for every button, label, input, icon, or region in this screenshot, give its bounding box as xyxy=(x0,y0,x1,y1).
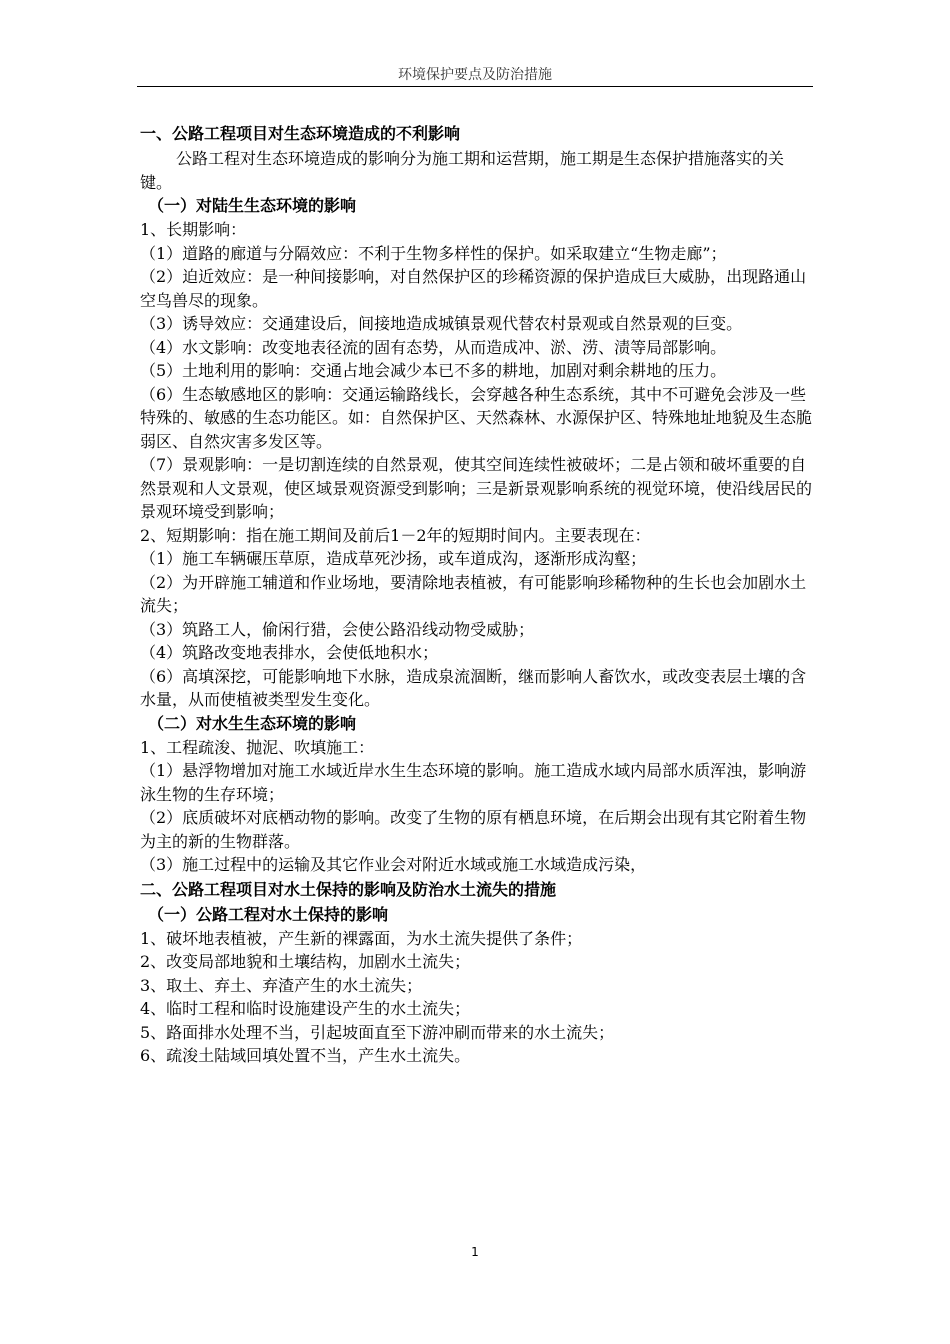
paragraph: （1）悬浮物增加对施工水域近岸水生生态环境的影响。施工造成水域内局部水质浑浊，影响游泳生物的生存环境； xyxy=(140,761,807,804)
paragraph: （2）底质破坏对底栖动物的影响。改变了生物的原有栖息环境，在后期会出现有其它附着生物为主的新的生物群落。 xyxy=(140,808,807,851)
document-body xyxy=(140,121,812,1068)
paragraph: （1）施工车辆碾压草原，造成草死沙扬，或车道成沟，逐渐形成沟壑； xyxy=(140,549,647,568)
paragraph: （2）为开辟施工辅道和作业场地，要清除地表植被，有可能影响珍稀物种的生长也会加剧水土流失； xyxy=(140,572,807,615)
section-heading-2: 二、公路工程项目对水土保持的影响及防治水土流失的措施 xyxy=(140,879,557,899)
paragraph: 2、短期影响：指在施工期间及前后1－2年的短期时间内。主要表现在： xyxy=(140,525,651,545)
paragraph: （5）土地利用的影响：交通占地会减少本已不多的耕地，加剧对剩余耕地的压力。 xyxy=(140,361,727,380)
paragraph: （3）诱导效应：交通建设后，间接地造成城镇景观代替农村景观或自然景观的巨变。 xyxy=(140,314,743,333)
subsection-heading-2-1: （一）公路工程对水土保持的影响 xyxy=(148,904,389,924)
page-header-title: 环境保护要点及防治措施 xyxy=(398,67,552,83)
section-1-intro: 公路工程对生态环境造成的影响分为施工期和运营期，施工期是生态保护措施落实的关键。 xyxy=(140,149,785,192)
paragraph: （7）景观影响：一是切割连续的自然景观，使其空间连续性被破坏；二是占领和破坏重要的自然景观和人文景观，使区域景观资源受到影响；三是新景观影响系统的视觉环境，使沿线居民的景观环境受到影响； xyxy=(140,455,813,521)
paragraph: 1、工程疏浚、抛泥、吹填施工： xyxy=(140,737,375,757)
paragraph: （3）筑路工人，偷闲行猎，会使公路沿线动物受威胁； xyxy=(140,619,535,639)
paragraph: （4）筑路改变地表排水，会使低地积水； xyxy=(140,643,439,662)
paragraph: 5、路面排水处理不当，引起坡面直至下游冲刷而带来的水土流失； xyxy=(140,1022,615,1042)
paragraph: （4）水文影响：改变地表径流的固有态势，从而造成冲、淤、涝、渍等局部影响。 xyxy=(140,337,727,357)
paragraph: （1）道路的廊道与分隔效应：不利于生物多样性的保护。如采取建立“生物走廊”； xyxy=(140,243,727,263)
page-number: 1 xyxy=(471,1245,479,1259)
header-divider xyxy=(137,86,813,87)
paragraph: （3）施工过程中的运输及其它作业会对附近水域或施工水域造成污染， xyxy=(140,855,647,874)
paragraph: （6）高填深挖，可能影响地下水脉，造成泉流涸断，继而影响人畜饮水，或改变表层土壤的含水量，从而使植被类型发生变化。 xyxy=(140,666,807,709)
paragraph: （6）生态敏感地区的影响：交通运输路线长，会穿越各种生态系统，其中不可避免会涉及一些特殊的、敏感的生态功能区。如：自然保护区、天然森林、水源保护区、特殊地址地貌及生态脆弱区、自然灾害多发区等。 xyxy=(140,384,813,451)
paragraph: （2）迫近效应：是一种间接影响，对自然保护区的珍稀资源的保护造成巨大威胁，出现路通山空鸟兽尽的现象。 xyxy=(140,267,807,310)
paragraph: 2、改变局部地貌和土壤结构，加剧水土流失； xyxy=(140,952,471,971)
section-heading-1: 一、公路工程项目对生态环境造成的不利影响 xyxy=(140,124,461,143)
paragraph: 6、疏浚土陆域回填处置不当，产生水土流失。 xyxy=(140,1046,471,1065)
paragraph: 3、取土、弃土、弃渣产生的水土流失； xyxy=(140,975,423,995)
paragraph: 1、破坏地表植被，产生新的裸露面，为水土流失提供了条件； xyxy=(140,928,583,948)
paragraph: 4、临时工程和临时设施建设产生的水土流失； xyxy=(140,999,471,1018)
subsection-heading-1-1: （一）对陆生生态环境的影响 xyxy=(148,196,357,215)
paragraph: 1、长期影响： xyxy=(140,220,247,239)
subsection-heading-1-2: （二）对水生生态环境的影响 xyxy=(148,713,357,733)
